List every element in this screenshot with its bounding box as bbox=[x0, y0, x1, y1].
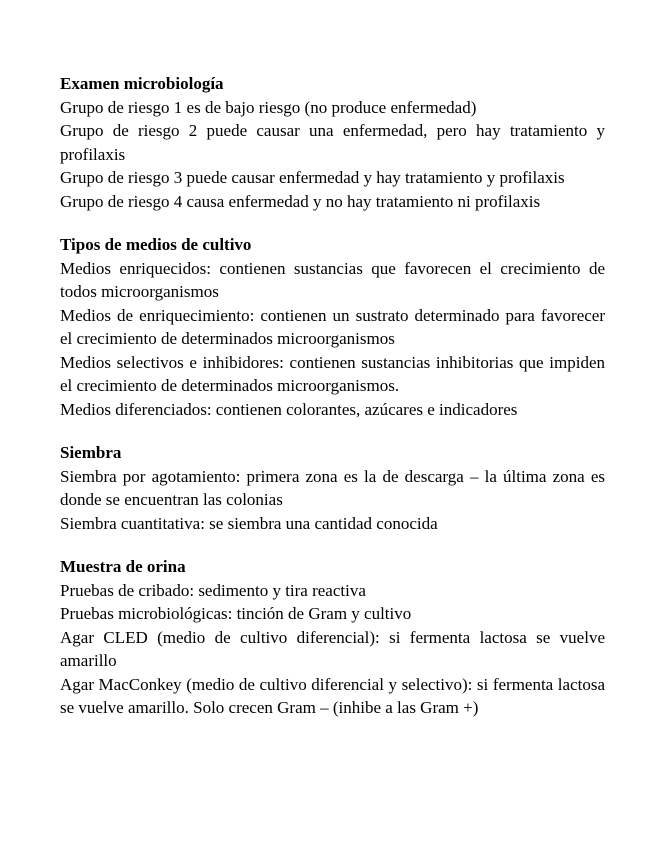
section-muestra-orina bbox=[60, 555, 605, 720]
paragraph: Grupo de riesgo 1 es de bajo riesgo (no produce enfermedad) bbox=[60, 97, 477, 117]
paragraph: Medios enriquecidos: contienen sustancias que favorecen el crecimiento de todos microorganismos bbox=[60, 258, 605, 301]
section-examen-microbiologia bbox=[60, 72, 605, 213]
paragraph: Medios diferenciados: contienen colorantes, azúcares e indicadores bbox=[60, 399, 518, 419]
section-tipos-medios-cultivo bbox=[60, 233, 605, 421]
paragraph: Pruebas microbiológicas: tinción de Gram y cultivo bbox=[60, 604, 412, 623]
paragraph: Siembra cuantitativa: se siembra una cantidad conocida bbox=[60, 513, 438, 533]
section-heading: Examen microbiología bbox=[60, 74, 224, 93]
paragraph: Grupo de riesgo 3 puede causar enfermedad y hay tratamiento y profilaxis bbox=[60, 168, 565, 187]
paragraph: Medios de enriquecimiento: contienen un sustrato determinado para favorecer el crecimiento de determinados microorganismos bbox=[60, 305, 605, 348]
section-heading: Muestra de orina bbox=[60, 557, 186, 576]
paragraph: Grupo de riesgo 2 puede causar una enfermedad, pero hay tratamiento y profilaxis bbox=[60, 121, 605, 164]
section-heading: Tipos de medios de cultivo bbox=[60, 235, 252, 254]
paragraph: Siembra por agotamiento: primera zona es la de descarga – la última zona es donde se encuentran las colonias bbox=[60, 466, 605, 509]
section-siembra bbox=[60, 441, 605, 535]
paragraph: Grupo de riesgo 4 causa enfermedad y no hay tratamiento ni profilaxis bbox=[60, 191, 541, 211]
paragraph: Agar MacConkey (medio de cultivo diferencial y selectivo): si fermenta lactosa se vuelve amarillo. Solo crecen Gram – (inhibe a las Gram +) bbox=[60, 674, 605, 717]
paragraph: Medios selectivos e inhibidores: contienen sustancias inhibitorias que impiden el crecimiento de determinados microorganismos. bbox=[60, 352, 605, 395]
section-heading: Siembra bbox=[60, 443, 122, 462]
paragraph: Pruebas de cribado: sedimento y tira reactiva bbox=[60, 580, 366, 600]
paragraph: Agar CLED (medio de cultivo diferencial): si fermenta lactosa se vuelve amarillo bbox=[60, 627, 605, 670]
document-page bbox=[60, 72, 605, 740]
